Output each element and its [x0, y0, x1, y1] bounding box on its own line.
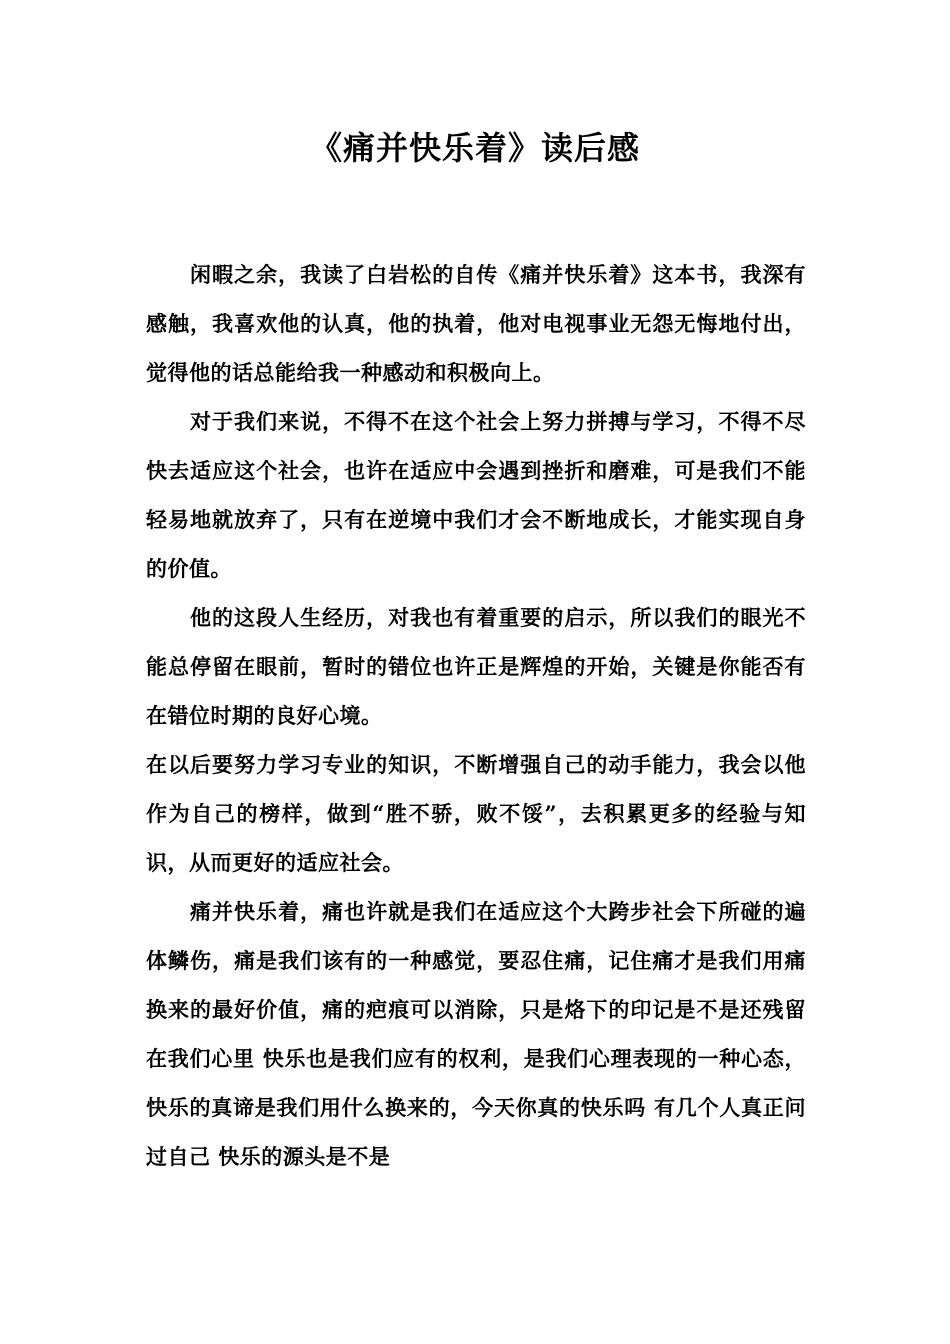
document-title: 《痛并快乐着》读后感	[309, 129, 640, 167]
paragraph-3: 他的这段人生经历，对我也有着重要的启示，所以我们的眼光不能总停留在眼前，暂时的错位也许正是辉煌的开始，关键是你能否有在错位时期的良好心境。	[146, 605, 806, 728]
paragraph-2: 对于我们来说，不得不在这个社会上努力拼搏与学习，不得不尽快去适应这个社会，也许在适应中会遇到挫折和磨难，可是我们不能轻易地就放弃了，只有在逆境中我们才会不断地成长，才能实现自身的价值。	[146, 409, 806, 581]
paragraph-4: 在以后要努力学习专业的知识，不断增强自己的动手能力，我会以他作为自己的榜样，做到“胜不骄，败不馁”，去积累更多的经验与知识，从而更好的适应社会。	[146, 752, 806, 875]
paragraph-5: 痛并快乐着，痛也许就是我们在适应这个大跨步社会下所碰的遍体鳞伤，痛是我们该有的一种感觉，要忍住痛，记住痛才是我们用痛换来的最好价值，痛的疤痕可以消除，只是烙下的印记是不是还残留在我们心里 快乐也是我们应有的权利，是我们心理表现的一种心态，快乐的真谛是我们用什么换来的，今天你真的快乐吗 有几个人真正问过自己 快乐的源头是不是	[146, 899, 806, 1169]
paragraph-1: 闲暇之余，我读了白岩松的自传《痛并快乐着》这本书，我深有感触，我喜欢他的认真，他的执着，他对电视事业无怨无悔地付出，觉得他的话总能给我一种感动和积极向上。	[146, 262, 806, 385]
document-body	[146, 250, 806, 1181]
